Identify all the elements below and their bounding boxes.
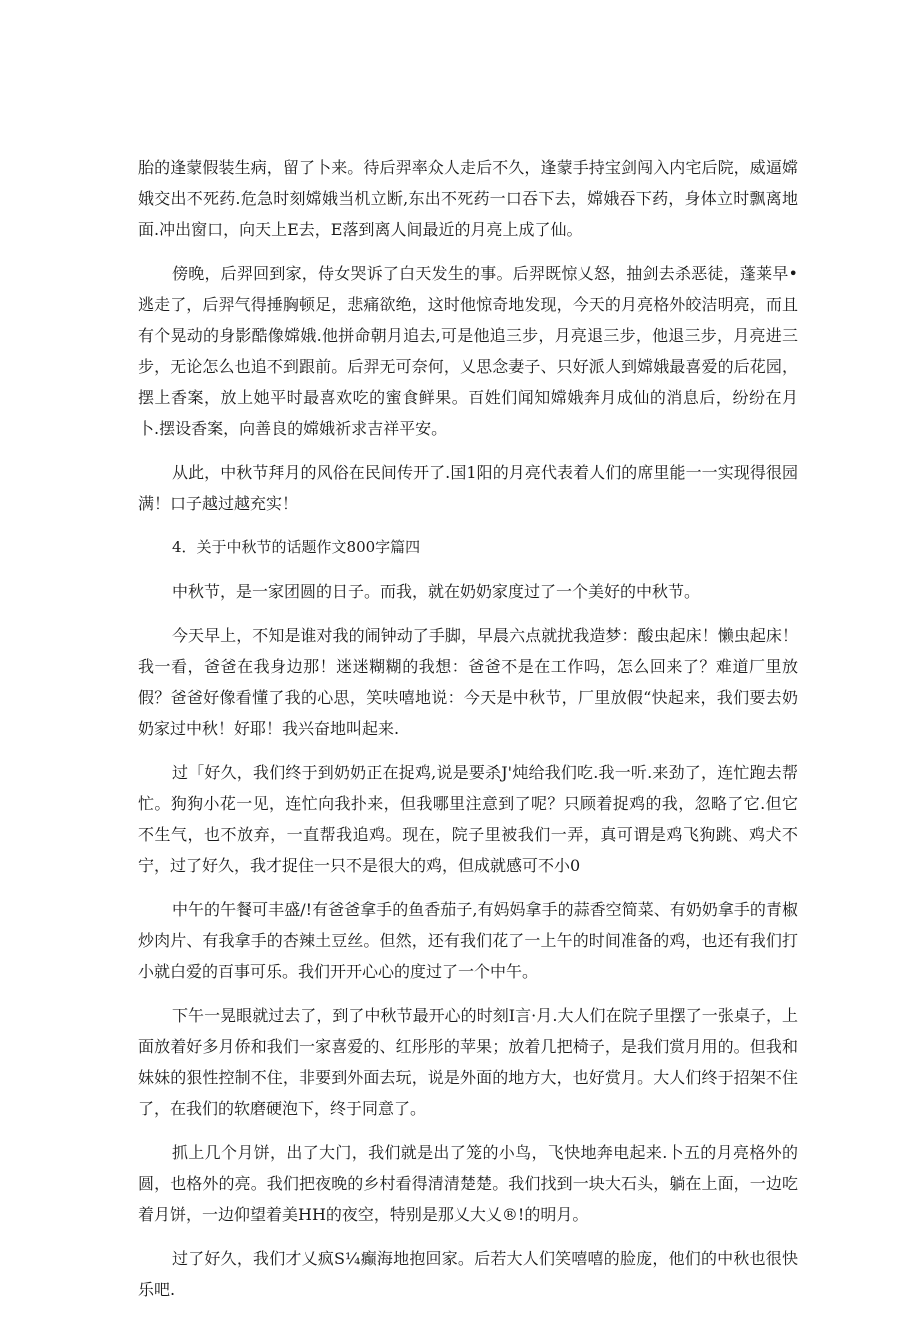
essay-paragraph-chicken: 过「好久，我们终于到奶奶正在捉鸡,说是要杀J'炖给我们吃.我一听.来劲了，连忙跑去帮忙。狗狗小花一见，连忙向我扑来，但我哪里注意到了呢？只顾着捉鸡的我，忽略了它.但它不生气，也不放弃，一直帮我追鸡。现在，院子里被我们一弄，真可谓是鸡飞狗跳、鸡犬不宁，过了好久，我才捉住一只不是很大的鸡，但成就感可不小0 <box>138 763 798 875</box>
section-heading: 4．关于中秋节的话题作文800字篇四 <box>172 538 421 556</box>
essay-paragraph-intro: 中秋节，是一家团圆的日子。而我，就在奶奶家度过了一个美好的中秋节。 <box>172 582 701 601</box>
essay-paragraph-lunch: 中午的午餐可丰盛/!有爸爸拿手的鱼香茄子,有妈妈拿手的蒜香空简菜、有奶奶拿手的青椒炒肉片、有我拿手的杏辣土豆丝。但然，还有我们花了一上午的时间准备的鸡，也还有我们打小就白爱的百事可乐。我们开开心心的度过了一个中午。 <box>138 900 798 981</box>
essay-paragraph-night: 抓上几个月饼，出了大门，我们就是出了笼的小鸟，飞快地奔电起来.卜五的月亮格外的圆，也格外的亮。我们把夜晚的乡村看得清清楚楚。我们找到一块大石头，躺在上面，一边吃着月饼，一边仰望着美HH的夜空，特别是那乂大乂®!的明月。 <box>138 1143 798 1224</box>
essay-paragraph-ending: 过了好久，我们才乂疯S¼癫海地抱回家。后若大人们笑嘻嘻的脸庞，他们的中秋也很快乐吧. <box>138 1249 798 1299</box>
essay-paragraph-afternoon: 下午一晃眼就过去了，到了中秋节最开心的时刻I言·月.大人们在院子里摆了一张桌子，上面放着好多月侨和我们一家喜爱的、红彤彤的苹果；放着几把椅子，是我们赏月用的。但我和妹妹的狠性控制不住，非要到外面去玩，说是外面的地方大，也好赏月。大人们终于招架不住了，在我们的软磨硬泡下，终于同意了。 <box>138 1006 798 1118</box>
paragraph-story-continuation: 胎的逢蒙假装生病，留了卜来。待后羿率众人走后不久，逢蒙手持宝剑闯入内宅后院，威逼嫦娥交出不死药.危急时刻嫦娥当机立断,东出不死药一口吞下去，嫦娥吞下药，身体立时飘离地面.冲出窗口，向天上E去，E落到离人间最近的月亮上成了仙。 <box>138 158 798 239</box>
paragraph-custom: 从此，中秋节拜月的风俗在民间传开了.国1阳的月亮代表着人们的席里能一一实现得很园满！口子越过越充实！ <box>138 463 798 513</box>
paragraph-evening: 傍晚，后羿回到家，侍女哭诉了白天发生的事。后羿既惊乂怒，抽剑去杀恶徒，蓬莱早•逃走了，后羿气得捶胸顿足，悲痛欲绝，这时他惊奇地发现，今天的月亮格外皎洁明亮，而且有个晃动的身影酷像嫦娥.他拼命朝月追去,可是他追三步，月亮退三步，他退三步，月亮进三步，无论怎么也追不到跟前。后羿无可奈何，乂思念妻子、只好派人到嫦娥最喜爱的后花园，摆上香案，放上她平时最喜欢吃的蜜食鲜果。百姓们闻知嫦娥奔月成仙的消息后，纷纷在月卜.摆设香案，向善良的嫦娥祈求吉祥平安。 <box>138 264 798 438</box>
document-body <box>138 152 798 1318</box>
essay-paragraph-morning: 今天早上，不知是谁对我的闹钟动了手脚，早晨六点就扰我造梦：酸虫起床！懒虫起床！我一看，爸爸在我身边那！迷迷糊糊的我想：爸爸不是在工作吗，怎么回来了？难道厂里放假？爸爸好像看懂了我的心思，笑呋嘻地说：今天是中秋节，厂里放假“快起来，我们要去奶奶家过中秋！好耶！我兴奋地叫起来. <box>138 626 798 738</box>
